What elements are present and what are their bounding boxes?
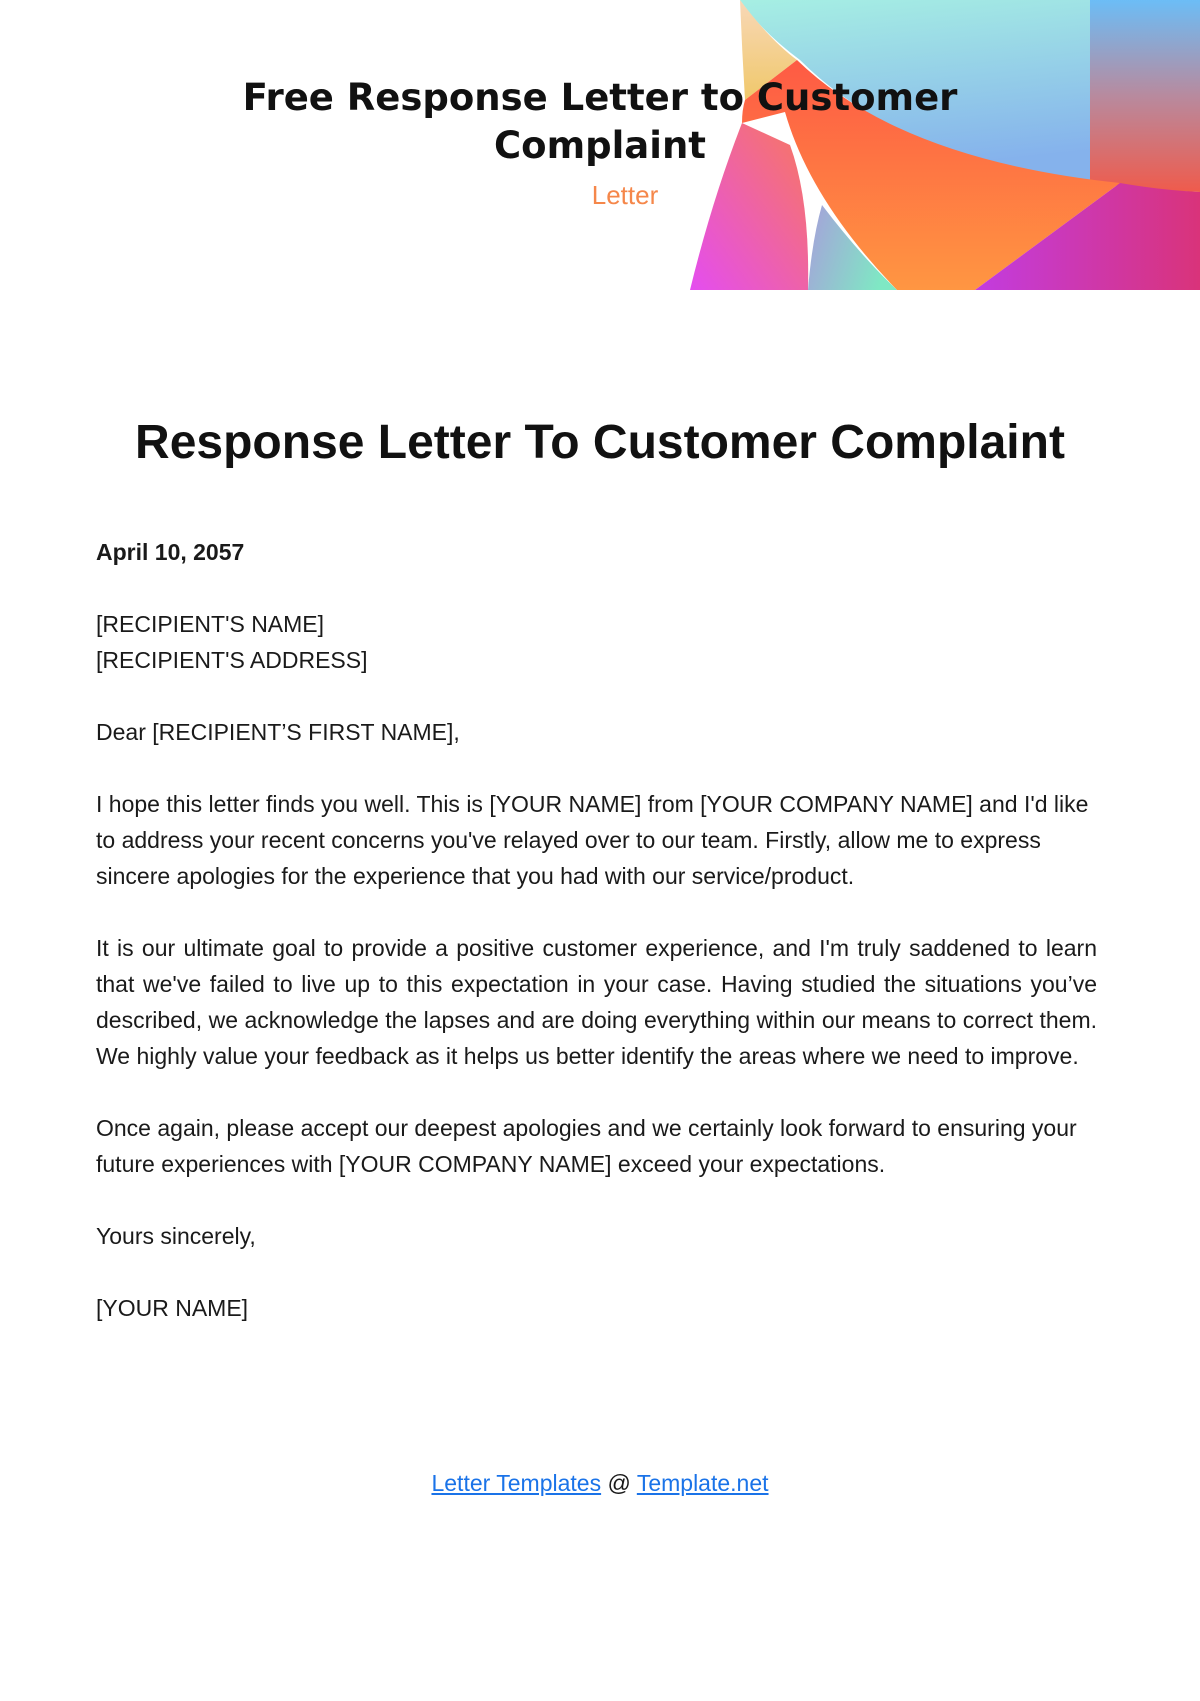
letter-body (96, 534, 1097, 1362)
letter-date: April 10, 2057 (96, 539, 245, 565)
document-title: Free Response Letter to Customer Complaint (242, 76, 958, 167)
letter-templates-link[interactable]: Letter Templates (431, 1470, 602, 1496)
recipient-name: [RECIPIENT'S NAME] (96, 611, 325, 637)
document-subtitle: Letter (591, 180, 659, 210)
closing: Yours sincerely, (96, 1223, 256, 1249)
paragraph-2: It is our ultimate goal to provide a positive customer experience, and I'm truly saddened to learn that we've failed to live up to this expectation in your case. Having studied the situations you’ve described, we acknowledge the lapses and are doing everything within our means to correct them. We highly value your feedback as it helps us better identify the areas where we need to improve. (96, 935, 1097, 1069)
footer (0, 1470, 1200, 1497)
signature: [YOUR NAME] (96, 1295, 249, 1321)
footer-separator: @ (607, 1470, 631, 1496)
recipient-block (96, 606, 1097, 678)
salutation: Dear [RECIPIENT’S FIRST NAME], (96, 719, 460, 745)
paragraph-1: I hope this letter finds you well. This is [YOUR NAME] from [YOUR COMPANY NAME] and I'd like to address your recent concerns you've relayed over to our team. Firstly, allow me to express sincere apologies for the experience that you had with our service/product. (96, 791, 1089, 889)
recipient-address: [RECIPIENT'S ADDRESS] (96, 647, 368, 673)
template-net-link[interactable]: Template.net (636, 1470, 769, 1496)
paragraph-3: Once again, please accept our deepest apologies and we certainly look forward to ensuring your future experiences with [YOUR COMPANY NAME] exceed your expectations. (96, 1115, 1077, 1177)
letter-heading: Response Letter To Customer Complaint (135, 416, 1065, 469)
